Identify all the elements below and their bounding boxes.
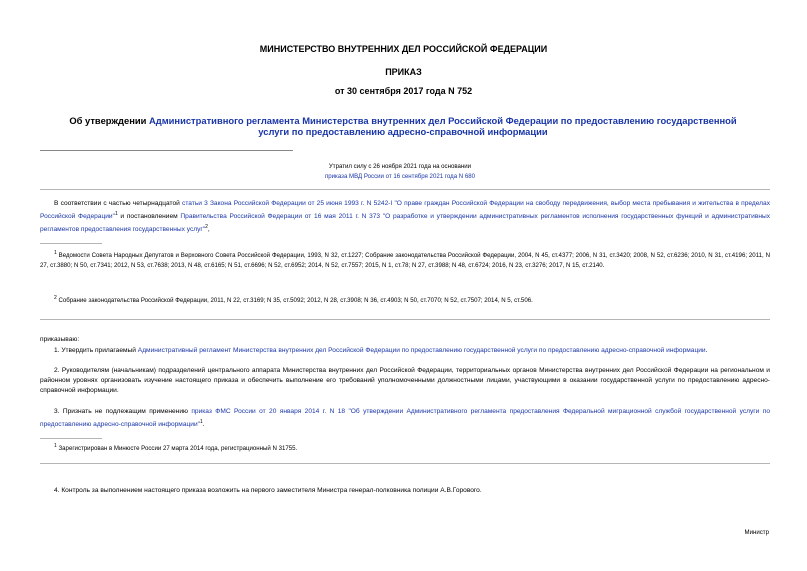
footnote-3	[40, 441, 770, 454]
preamble-paragraph	[40, 199, 770, 235]
footnote-2	[40, 293, 770, 306]
footnote-mark-2: 2	[54, 295, 57, 301]
footnote-2-text: Собрание законодательства Российской Федерации, 2011, N 22, ст.3169; N 35, ст.5092; 2012, N 28, ст.3908; N 36, ст.4903; N 50, ст.7070; N 52, ст.7507; 2014, N 5, ст.506.	[58, 297, 533, 305]
document-type: ПРИКАЗ	[385, 67, 422, 77]
prikazyvayu-label: приказываю:	[40, 336, 80, 343]
status-line: Утратил силу с 26 ноября 2021 года на основании	[328, 163, 472, 170]
footnote-ref-3[interactable]: 1	[199, 419, 203, 425]
preamble-text-2: и постановлением	[117, 213, 181, 221]
footnote-1-text: Ведомости Совета Народных Депутатов и Верховного Совета Российской Федерации, 1993, N 32, ст.1227; Собрание законодательства Российской Федерации, 2004, N 45, ст.4377; 2006, N 31, ст.3420; 2008, N 52, ст.6236; 2010, N 31, ст.4196; 2011, N 27, ст.3880; N 50, ст.7341; 2012, N 53, ст.7638; 2013, N 48, ст.6165; N 51, ст.6696; N 52, ст.6952; 2014, N 52, ст.7557; 2015, N 1, ст.78; N 27, ст.3988; N 48, ст.6724; 2016, N 23, ст.3276; 2017, N 15, ст.2140.	[40, 252, 770, 270]
title-prefix: Об утверждении	[69, 115, 149, 126]
fms-order-link[interactable]: приказ ФМС России от 20 января 2014 г. N 18 "Об утверждении Административного регламента предоставления Федеральной миграционной службой государственной услуги по предоставлению адресно-справочной информации"	[40, 408, 770, 429]
document-title	[58, 115, 748, 137]
title-regulation-link[interactable]: Административного регламента Министерства внутренних дел Российской Федерации по предоставлению государственной услуги по предоставлению адресно-справочной информации	[149, 115, 737, 137]
document-date: от 30 сентября 2017 года N 752	[334, 86, 473, 96]
order-item-4: 4. Контроль за выполнением настоящего приказа возложить на первого заместителя Министра генерал-полковника полиции А.В.Горового.	[54, 487, 482, 494]
government-decree-link[interactable]: Правительства Российской Федерации от 16 мая 2011 г. N 373 "О разработке и утверждении административных регламентов исполнения государственных функций и административных регламентов предоставления государственных услуг"	[40, 213, 771, 234]
preamble-end: ,	[207, 226, 210, 234]
order-item-1	[40, 346, 770, 356]
footnote-mark-1: 1	[54, 250, 57, 256]
status-repeal-link[interactable]: приказа МВД России от 16 сентября 2021 года N 680	[324, 173, 476, 180]
footnote-3-text: Зарегистрирован в Минюсте России 27 марта 2014 года, регистрационный N 31755.	[58, 445, 298, 453]
footnote-ref-2[interactable]: 2	[205, 224, 208, 231]
item-1-end: .	[705, 347, 708, 354]
regulation-link[interactable]: Административный регламент Министерства внутренних дел Российской Федерации по предоставлению государственной услуги по предоставлению адресно-справочной информации	[137, 347, 706, 354]
footnote-ref-1[interactable]: 1	[114, 211, 118, 217]
ministry-name: МИНИСТЕРСТВО ВНУТРЕННИХ ДЕЛ РОССИЙСКОЙ ФЕДЕРАЦИИ	[259, 44, 548, 54]
footnote-3-separator	[40, 438, 102, 439]
footnote-1	[40, 248, 770, 271]
item-3-text: 3. Признать не подлежащим применению	[54, 408, 192, 415]
footnote-3-end-separator	[40, 463, 770, 464]
order-item-3	[40, 407, 770, 430]
footnotes-end-separator	[40, 319, 770, 320]
signature-role: Министр	[744, 529, 769, 536]
title-separator	[40, 150, 293, 151]
item-1-text: 1. Утвердить прилагаемый	[54, 347, 138, 354]
order-item-2: 2. Руководителям (начальникам) подразделений центрального аппарата Министерства внутренних дел Российской Федерации, территориальных органов Министерства внутренних дел Российской Федерации на региональном и районном уровнях организовать изучение настоящего приказа и обеспечить выполнение его требований уполномоченными должностными лицами, участвующими в оказании государственной услуги по предоставлению адресно-справочной информации.	[40, 367, 770, 394]
item-3-end: .	[202, 421, 205, 429]
footnote-mark-3: 1	[54, 443, 57, 449]
status-note	[300, 162, 500, 182]
law-link[interactable]: статьи 3 Закона Российской Федерации от 25 июня 1993 г. N 5242-I "О праве граждан Российской Федерации на свободу передвижения, выбор места пребывания и жительства в пределах Российской Федерации"	[40, 200, 770, 221]
status-separator	[40, 189, 770, 190]
preamble-text: В соответствии с частью четырнадцатой	[54, 200, 183, 207]
footnote-separator	[40, 243, 102, 244]
